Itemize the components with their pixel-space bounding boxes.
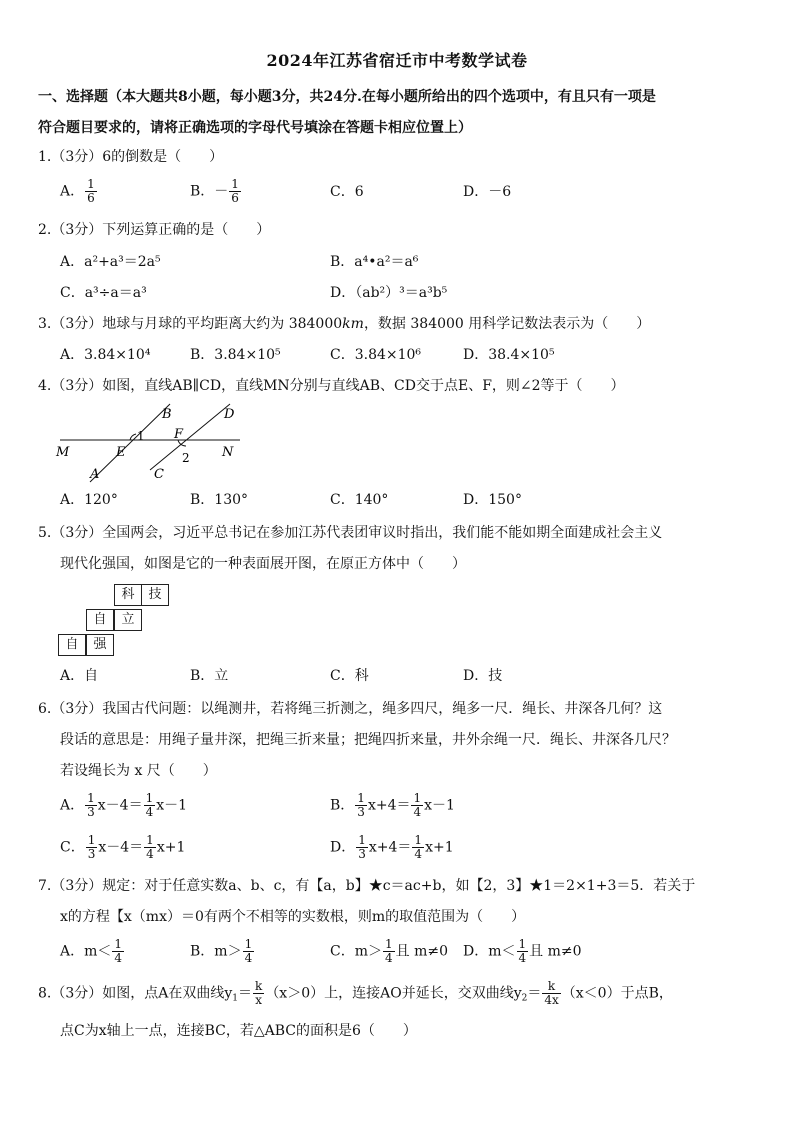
q7-d-num: 1 — [518, 937, 527, 951]
q8-f1-den: x — [255, 993, 263, 1007]
q6-d-d1: 3 — [358, 847, 366, 861]
q2-option-d: D．（ab²）³＝a³b⁵ — [330, 285, 448, 301]
section-instructions-line1: 一、选择题（本大题共8小题，每小题3分，共24分.在每小题所给出的四个选项中，有且只有一项是 — [38, 89, 656, 105]
q2-option-a: A．a²+a³＝2a⁵ — [60, 254, 161, 270]
q3-option-c: C．3.84×10⁶ — [330, 347, 422, 363]
q5-stem-line1: 5.（3分）全国两会，习近平总书记在参加江苏代表团审议时指出，我们能不能如期全面建成社会主义 — [38, 525, 663, 541]
q8-eq2: ＝ — [527, 985, 542, 1002]
q8-frac2 — [542, 980, 560, 1007]
label-b: B — [162, 407, 172, 422]
q6-d-mid: x+4＝ — [368, 839, 412, 856]
q6-a-d1: 3 — [87, 805, 95, 819]
q7-c-tail: 且 m≠0 — [395, 943, 449, 960]
q6-c-tail: x+1 — [156, 839, 186, 856]
q7-c-prefix: C．m＞ — [330, 943, 382, 960]
q7-c-frac — [383, 938, 395, 965]
q2-stem: 2.（3分）下列运算正确的是（ ） — [38, 222, 271, 238]
q6-c-frac2 — [144, 834, 156, 861]
q7-a-num: 1 — [114, 937, 123, 951]
q6-option-d — [330, 834, 454, 861]
exam-title: 2024年江苏省宿迁市中考数学试卷 — [266, 51, 528, 70]
q7-b-prefix: B．m＞ — [190, 943, 242, 960]
angle-1-arc — [130, 434, 136, 440]
q6-a-frac1 — [85, 792, 97, 819]
label-angle-1: 1 — [137, 429, 145, 443]
q4-option-b: B．130° — [190, 492, 249, 508]
q8-sub2: 2 — [521, 993, 528, 1004]
q7-d-frac — [517, 938, 529, 965]
label-a: A — [90, 467, 100, 482]
q3-stem-part1: 3.（3分）地球与月球的平均距离大约为 384000 — [38, 316, 343, 332]
q7-c-num: 1 — [385, 937, 393, 951]
q4-option-c: C．140° — [330, 492, 389, 508]
q3-option-d: D．38.4×10⁵ — [463, 347, 555, 363]
q4-option-d: D．150° — [463, 492, 522, 508]
label-e: E — [116, 445, 126, 460]
q6-c-n1: 1 — [87, 833, 96, 847]
q5-option-a: A．自 — [60, 668, 99, 684]
q7-a-den: 4 — [114, 951, 123, 965]
q6-b-frac1 — [355, 792, 367, 819]
q6-b-tail: x－1 — [424, 797, 455, 814]
q1-a-num: 1 — [87, 177, 95, 191]
q6-a-n1: 1 — [87, 791, 95, 805]
q6-option-c — [60, 834, 185, 861]
q8-frac1 — [253, 980, 264, 1007]
q6-b-n2: 1 — [413, 791, 422, 805]
net-cell-ke: 科 — [114, 584, 142, 606]
q6-b-d2: 4 — [413, 805, 422, 819]
q7-option-c — [330, 938, 448, 965]
q6-c-d2: 4 — [146, 847, 154, 861]
q8-text-b: （x＞0）上，连接AO并延长，交双曲线y — [265, 985, 522, 1002]
q8-stem-line1 — [38, 980, 778, 1007]
q1-option-c: C．6 — [330, 184, 364, 200]
q6-d-d2: 4 — [414, 847, 423, 861]
q6-option-b — [330, 792, 455, 819]
q8-text-c: （x＜0）于点B， — [561, 985, 673, 1002]
q6-d-n1: 1 — [358, 833, 366, 847]
q8-f1-num: k — [255, 979, 263, 993]
q3-option-b: B．3.84×10⁵ — [190, 347, 281, 363]
q8-sub1: 1 — [232, 993, 239, 1004]
q7-a-frac — [112, 938, 124, 965]
q6-stem-line1: 6.（3分）我国古代问题：以绳测井，若将绳三折测之，绳多四尺，绳多一尺．绳长、井深各几何？这 — [38, 701, 663, 717]
net-cell-qiang: 强 — [86, 634, 114, 656]
q6-a-n2: 1 — [145, 791, 154, 805]
q7-stem-line2: x的方程【x（mx）＝0有两个不相等的实数根，则m的取值范围为（ ） — [60, 909, 526, 925]
q5-option-d: D．技 — [463, 668, 503, 684]
q6-a-mid: x－4＝ — [97, 797, 143, 814]
q6-option-a — [60, 792, 187, 819]
q1-b-num: 1 — [231, 177, 239, 191]
q2-option-b: B．a⁴•a²＝a⁶ — [330, 254, 419, 270]
q6-stem-line2: 段话的意思是：用绳子量井深，把绳三折来量；把绳四折来量，井外余绳一尺．绳长、井深各几尺？ — [60, 732, 676, 748]
q7-b-num: 1 — [244, 937, 253, 951]
q1-b-prefix: B．－ — [190, 183, 229, 200]
q6-a-frac2 — [144, 792, 156, 819]
q7-b-frac — [243, 938, 255, 965]
label-f: F — [174, 427, 184, 442]
net-cell-li: 立 — [114, 609, 142, 631]
q1-option-b — [190, 178, 242, 205]
q6-d-frac1 — [356, 834, 368, 861]
q6-b-d1: 3 — [357, 805, 365, 819]
q6-a-d2: 4 — [145, 805, 154, 819]
q6-c-mid: x－4＝ — [98, 839, 144, 856]
q8-f2-num: k — [542, 980, 560, 994]
label-c: C — [154, 467, 164, 482]
q6-c-frac1 — [86, 834, 98, 861]
q1-stem: 1.（3分）6的倒数是（ ） — [38, 149, 224, 165]
q6-c-n2: 1 — [146, 833, 154, 847]
q8-f2-den: 4x — [544, 993, 559, 1007]
q8-stem-line2: 点C为x轴上一点，连接BC，若△ABC的面积是6（ ） — [60, 1023, 417, 1039]
q6-stem-line3: 若设绳长为 x 尺（ ） — [60, 763, 217, 779]
q7-d-prefix: D．m＜ — [463, 943, 516, 960]
label-n: N — [222, 445, 234, 460]
q4-option-a: A．120° — [60, 492, 118, 508]
q1-option-a — [60, 178, 98, 205]
q6-d-prefix: D． — [330, 839, 356, 856]
q3-option-a: A．3.84×10⁴ — [60, 347, 151, 363]
q6-c-d1: 3 — [87, 847, 96, 861]
q8-eq1: ＝ — [238, 985, 253, 1002]
label-m: M — [56, 445, 70, 460]
q1-a-prefix: A． — [60, 183, 85, 200]
q6-d-tail: x+1 — [425, 839, 454, 856]
q7-d-tail: 且 m≠0 — [529, 943, 582, 960]
q6-b-frac2 — [411, 792, 423, 819]
q7-c-den: 4 — [385, 951, 393, 965]
q6-a-prefix: A． — [60, 797, 85, 814]
net-cell-zi-bottom: 自 — [58, 634, 86, 656]
q7-option-b — [190, 938, 255, 965]
q6-d-n2: 1 — [414, 833, 423, 847]
q4-parallel-lines-figure — [50, 400, 250, 490]
q7-b-den: 4 — [244, 951, 253, 965]
q8-text-a: 8.（3分）如图，点A在双曲线y — [38, 985, 233, 1002]
net-cell-ji: 技 — [141, 584, 169, 606]
q1-a-fraction — [85, 178, 97, 205]
q1-b-den: 6 — [231, 191, 239, 205]
q5-option-b: B．立 — [190, 668, 229, 684]
net-cell-zi-top: 自 — [86, 609, 114, 631]
section-instructions-line2: 符合题目要求的，请将正确选项的字母代号填涂在答题卡相应位置上） — [38, 120, 472, 136]
q7-option-d — [463, 938, 582, 965]
q5-option-c: C．科 — [330, 668, 369, 684]
q5-stem-line2: 现代化强国，如图是它的一种表面展开图，在原正方体中（ ） — [60, 556, 466, 572]
q6-b-n1: 1 — [357, 791, 365, 805]
label-d: D — [224, 407, 235, 422]
q3-stem — [38, 314, 778, 334]
q1-a-den: 6 — [87, 191, 95, 205]
q6-a-tail: x－1 — [156, 797, 188, 814]
label-angle-2: 2 — [182, 451, 190, 465]
q6-b-prefix: B． — [330, 797, 355, 814]
q7-stem-line1: 7.（3分）规定：对于任意实数a、b、c，有【a，b】★c＝ac+b，如【2，3】★1＝2×1+3＝5．若关于 — [38, 878, 696, 894]
q3-stem-unit: km — [342, 316, 364, 332]
q7-d-den: 4 — [518, 951, 527, 965]
q6-c-prefix: C． — [60, 839, 85, 856]
q6-d-frac2 — [412, 834, 424, 861]
q4-stem: 4.（3分）如图，直线AB∥CD，直线MN分别与直线AB、CD交于点E、F，则∠2等于（ ） — [38, 378, 625, 394]
q7-option-a — [60, 938, 125, 965]
q1-option-d: D．－6 — [463, 184, 512, 200]
q1-b-fraction — [229, 178, 241, 205]
q7-a-prefix: A．m＜ — [60, 943, 112, 960]
q3-stem-part2: ，数据 384000 用科学记数法表示为（ ） — [363, 316, 651, 332]
q6-b-mid: x+4＝ — [367, 797, 411, 814]
q2-option-c: C．a³÷a＝a³ — [60, 285, 147, 301]
